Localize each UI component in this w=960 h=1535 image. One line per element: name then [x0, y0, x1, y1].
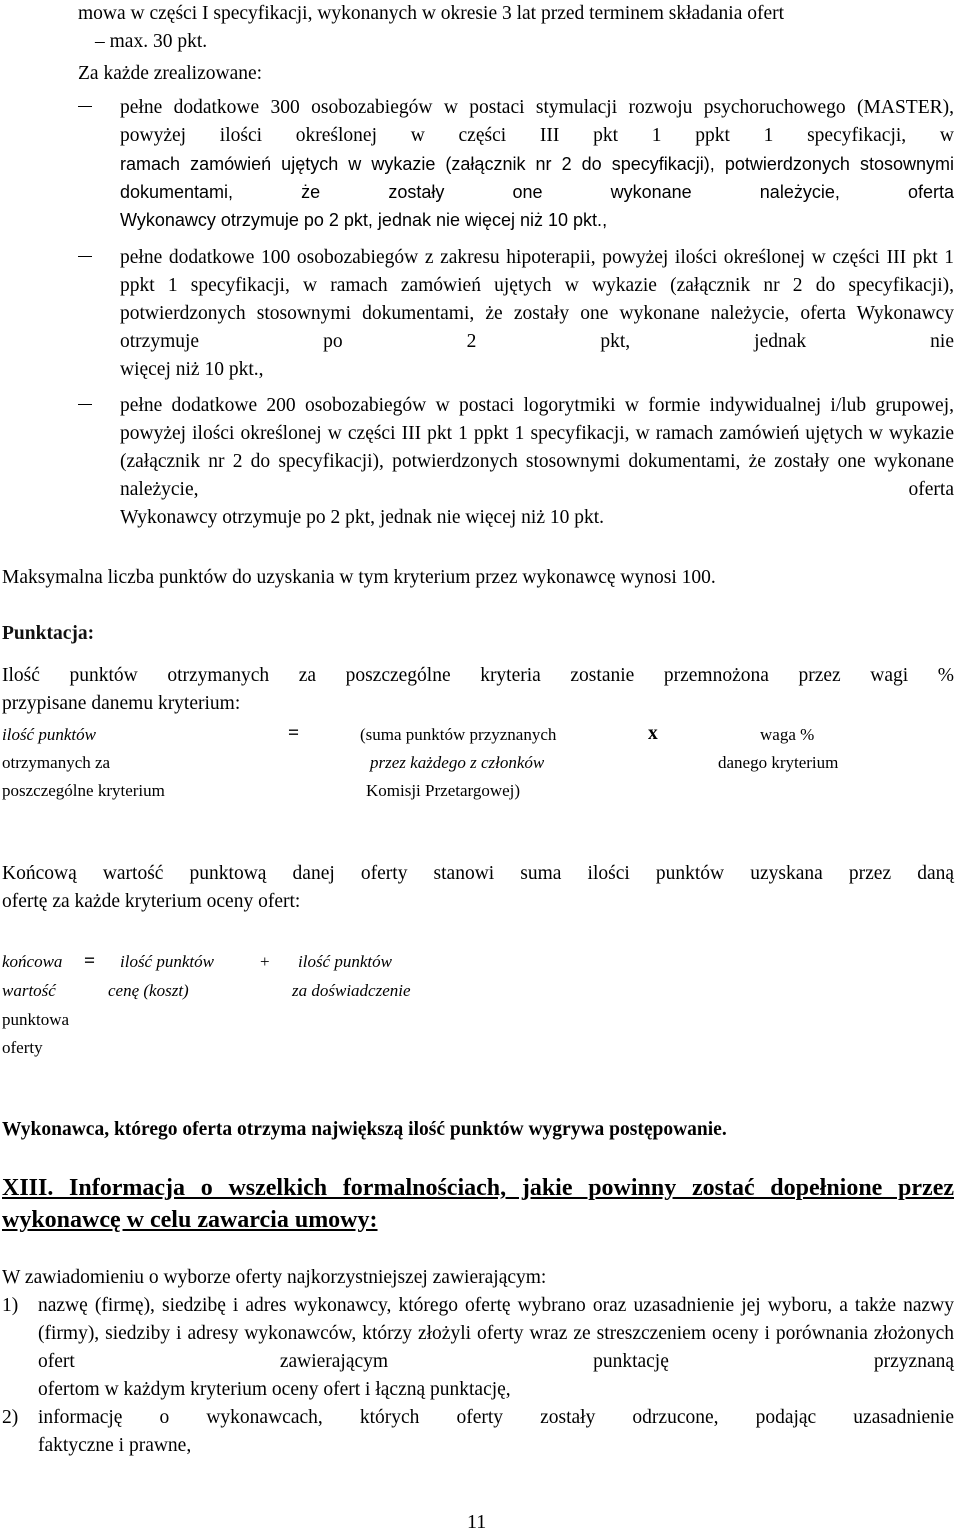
- bullet-3-text: pełne dodatkowe 200 osobozabiegów w postaci logorytmiki w formie indywidualnej i/lub grupowej, powyżej ilości określonej w części III pkt 1 ppkt 1 specyfikacji, w ramach zamówień ujętych w wykazie (załącznik nr 2 do specyfikacji), potwierdzonych stosownymi dokumentami, że zostały one wykonane należycie, oferta: [120, 395, 954, 500]
- intro-line-1: mowa w części I specyfikacji, wykonanych w okresie 3 lat przed terminem składania ofert: [78, 3, 785, 24]
- max-points-text: Maksymalna liczba punktów do uzyskania w tym kryterium przez wykonawcę wynosi 100.: [2, 567, 716, 588]
- item-1-number: 1): [2, 1295, 19, 1316]
- final-value-last: ofertę za każde kryterium oceny ofert:: [2, 891, 301, 912]
- intro-line-3: Za każde zrealizowane:: [78, 63, 263, 84]
- formula1-col1-line1: ilość punktów: [2, 725, 96, 744]
- formula2-col1-line2: wartość: [2, 981, 56, 1000]
- page-number: 11: [467, 1511, 487, 1533]
- formula2-col1-line3: punktowa: [2, 1010, 70, 1029]
- final-value-body: Końcową wartość punktową danej oferty stanowi suma ilości punktów uzyskana przez daną: [2, 863, 954, 884]
- winner-statement: Wykonawca, którego oferta otrzyma największą ilość punktów wygrywa postępowanie.: [2, 1119, 727, 1140]
- item-2-number: 2): [2, 1407, 19, 1428]
- dash-marker: [78, 404, 92, 405]
- formula1-equals: =: [288, 723, 300, 744]
- item-2-body: informację o wykonawcach, których oferty zostały odrzucone, podając uzasadnienie: [38, 1407, 954, 1428]
- formula1-col2-line1: (suma punktów przyznanych: [360, 725, 557, 744]
- formula2-equals: =: [84, 951, 96, 972]
- formula2-plus: +: [260, 952, 270, 971]
- item-1-body: nazwę (firmę), siedzibę i adres wykonawcy, którego ofertę wybrano oraz uzasadnienie jej wyboru, a także nazwy (firmy), siedziby i adresy wykonawców, którzy złożyli oferty wraz ze streszczeniem oceny i porównania złożonych ofert zawierającym punktację przyznaną: [38, 1295, 954, 1372]
- item-2-last: faktyczne i prawne,: [38, 1435, 192, 1456]
- formula2-col1-line4: oferty: [2, 1038, 43, 1057]
- section-heading: XIII. Informacja o wszelkich formalnościach, jakie powinny zostać dopełnione przez wykonawcę w celu zawarcia umowy:: [2, 1175, 954, 1233]
- formula1-col3-line2: danego kryterium: [718, 753, 839, 772]
- bullet-2-last: więcej niż 10 pkt.,: [120, 359, 264, 380]
- dash-marker: [78, 106, 92, 107]
- formula1-col3-line1: waga %: [760, 725, 815, 744]
- formula1-col1-line3: poszczególne kryterium: [2, 781, 165, 800]
- punktacja-last: przypisane danemu kryterium:: [2, 693, 241, 714]
- item-1-last: ofertom w każdym kryterium oceny ofert i łączną punktację,: [38, 1379, 511, 1400]
- formula2-col2-line2: cenę (koszt): [108, 981, 189, 1000]
- dash-marker: [78, 256, 92, 257]
- formula1-col1-line2: otrzymanych za: [2, 753, 111, 772]
- notice-intro: W zawiadomieniu o wyborze oferty najkorzystniejszej zawierającym:: [2, 1267, 547, 1288]
- bullet-2-text: pełne dodatkowe 100 osobozabiegów z zakresu hipoterapii, powyżej ilości określonej w części III pkt 1 ppkt 1 specyfikacji, w ramach zamówień ujętych w wykazie (załącznik nr 2 do specyfikacji), potwierdzonych stosownymi dokumentami, że zostały one wykonane należycie, oferta Wykonawcy otrzymuje po 2 pkt, jednak nie: [120, 247, 954, 352]
- formula1-col2-line2: przez każdego z członków: [370, 753, 545, 772]
- punktacja-body: Ilość punktów otrzymanych za poszczególne kryteria zostanie przemnożona przez wagi %: [2, 665, 954, 686]
- bullet-1-text: pełne dodatkowe 300 osobozabiegów w postaci stymulacji rozwoju psychoruchowego (MASTER), powyżej ilości określonej w części III pkt 1 ppkt 1 specyfikacji, w: [120, 97, 954, 146]
- bullet-3-last: Wykonawcy otrzymuje po 2 pkt, jednak nie więcej niż 10 pkt.: [120, 507, 605, 528]
- bullet-1-text-sans: ramach zamówień ujętych w wykazie (załącznik nr 2 do specyfikacji), potwierdzonych stosownymi dokumentami, że zostały one wykonane należycie, oferta: [120, 154, 954, 202]
- intro-line-2: – max. 30 pkt.: [95, 31, 208, 52]
- punktacja-title: Punktacja:: [2, 623, 95, 644]
- bullet-1-last: Wykonawcy otrzymuje po 2 pkt, jednak nie więcej niż 10 pkt.,: [120, 210, 608, 230]
- formula2-col3-line2: za doświadczenie: [292, 981, 411, 1000]
- formula2-col1-line1: końcowa: [2, 952, 63, 971]
- formula1-times: x: [648, 723, 658, 744]
- formula2-col3-line1: ilość punktów: [298, 952, 392, 971]
- formula1-col2-line3: Komisji Przetargowej): [366, 781, 521, 800]
- formula2-col2-line1: ilość punktów: [120, 952, 214, 971]
